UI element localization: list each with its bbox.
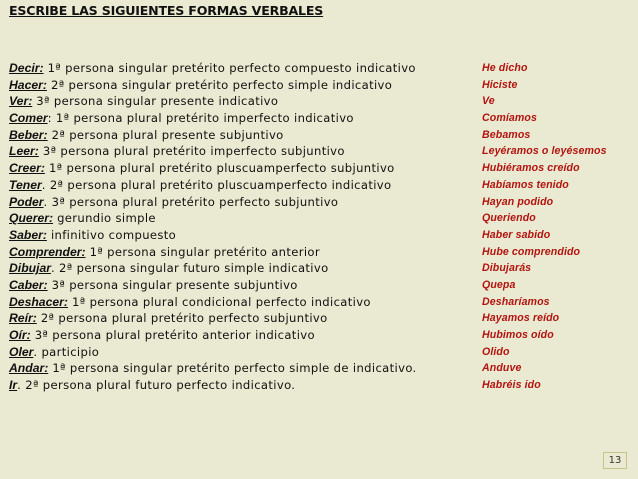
verb: Oler (9, 344, 34, 359)
exercise-row (9, 344, 634, 361)
description: 3ª persona singular presente indicativo (32, 94, 279, 109)
verb: Hacer: (9, 77, 47, 92)
description: . 2ª persona plural futuro perfecto indicativo. (17, 378, 296, 393)
description: 3ª persona plural pretérito imperfecto subjuntivo (38, 144, 345, 159)
verb: Deshacer: (9, 294, 68, 309)
description: : 1ª persona plural pretérito imperfecto indicativo (47, 111, 354, 126)
exercise-row (9, 327, 634, 344)
answer: Ve (482, 95, 495, 108)
answer: Olido (482, 345, 510, 358)
prompt (9, 344, 99, 361)
verb: Dibujar (9, 261, 51, 276)
prompt (9, 60, 416, 77)
verb: Saber: (9, 227, 47, 242)
exercise-list (9, 60, 634, 394)
prompt (9, 160, 395, 177)
prompt (9, 143, 345, 160)
prompt (9, 260, 329, 277)
answer: Anduve (482, 362, 522, 375)
prompt (9, 277, 298, 294)
answer: Quepa (482, 278, 516, 291)
description: 3ª persona plural pretérito anterior indicativo (30, 328, 315, 342)
prompt (9, 93, 278, 110)
answer: Comíamos (482, 112, 537, 125)
prompt (9, 177, 391, 194)
verb: Creer: (9, 161, 45, 176)
answer: Desharíamos (482, 295, 550, 308)
answer: Hubiéramos creído (482, 162, 580, 175)
description: . participio (33, 344, 100, 359)
exercise-row (9, 160, 634, 177)
answer: Hube comprendido (482, 245, 581, 258)
exercise-row (9, 194, 634, 211)
prompt (9, 194, 338, 211)
answer: Haber sabido (482, 228, 551, 241)
verb: Comprender: (9, 244, 86, 259)
verb: Andar: (9, 361, 49, 376)
answer: Queriendo (482, 212, 536, 225)
description: infinitivo compuesto (46, 227, 177, 242)
verb: Tener (9, 177, 42, 192)
answer: Bebamos (482, 128, 531, 141)
description: 2ª persona plural pretérito perfecto subjuntivo (36, 311, 328, 326)
description: . 3ª persona plural pretérito perfecto subjuntivo (43, 194, 339, 209)
prompt (9, 127, 284, 144)
exercise-row (9, 260, 634, 277)
prompt (9, 77, 392, 94)
answer: Hayan podido (482, 195, 554, 208)
exercise-row (9, 244, 634, 261)
description: 1ª persona singular pretérito anterior (85, 244, 320, 259)
description: gerundio simple (53, 211, 156, 226)
exercise-row (9, 210, 634, 227)
exercise-row (9, 227, 634, 244)
verb: Oír: (9, 328, 31, 342)
description: . 2ª persona singular futuro simple indicativo (50, 261, 329, 276)
description: 1ª persona singular pretérito perfecto simple de indicativo. (48, 361, 417, 376)
verb: Comer (9, 111, 48, 126)
verb: Decir: (9, 61, 44, 75)
description: 3ª persona singular presente subjuntivo (47, 277, 298, 292)
prompt (9, 310, 328, 327)
exercise-row (9, 93, 634, 110)
verb: Poder (9, 194, 44, 209)
slide-title: ESCRIBE LAS SIGUIENTES FORMAS VERBALES (9, 3, 324, 18)
exercise-row (9, 143, 634, 160)
answer: Hayamos reído (482, 312, 560, 325)
verb: Beber: (9, 127, 48, 142)
prompt (9, 244, 320, 261)
prompt (9, 110, 354, 127)
exercise-row (9, 360, 634, 377)
prompt (9, 377, 295, 394)
verb: Caber: (9, 277, 48, 292)
prompt (9, 360, 417, 377)
answer: Leyéramos o leyésemos (482, 145, 607, 158)
answer: Habréis ido (482, 379, 541, 392)
prompt (9, 227, 176, 244)
verb: Ir (9, 378, 18, 393)
description: 2ª persona singular pretérito perfecto simple indicativo (46, 77, 393, 92)
exercise-row (9, 60, 634, 77)
answer: He dicho (482, 62, 528, 74)
exercise-row (9, 310, 634, 327)
verb: Reír: (9, 311, 37, 326)
verb: Leer: (9, 144, 39, 159)
prompt (9, 210, 156, 227)
answer: Hubimos oído (482, 329, 554, 341)
description: . 2ª persona plural pretérito pluscuamperfecto indicativo (41, 177, 392, 192)
answer: Hiciste (482, 78, 518, 91)
exercise-row (9, 377, 634, 394)
verb: Ver: (9, 94, 33, 109)
exercise-row (9, 177, 634, 194)
exercise-row (9, 77, 634, 94)
description: 1ª persona plural pretérito pluscuamperfecto subjuntivo (44, 161, 395, 176)
description: 1ª persona plural condicional perfecto indicativo (67, 294, 371, 309)
description: 2ª persona plural presente subjuntivo (47, 127, 284, 142)
verb: Querer: (9, 211, 54, 226)
prompt (9, 327, 315, 344)
exercise-row (9, 110, 634, 127)
exercise-row (9, 277, 634, 294)
prompt (9, 294, 371, 311)
answer: Habíamos tenido (482, 178, 569, 191)
answer: Dibujarás (482, 262, 532, 275)
exercise-row (9, 127, 634, 144)
page-number: 13 (603, 452, 627, 469)
description: 1ª persona singular pretérito perfecto compuesto indicativo (43, 61, 416, 75)
exercise-row (9, 294, 634, 311)
